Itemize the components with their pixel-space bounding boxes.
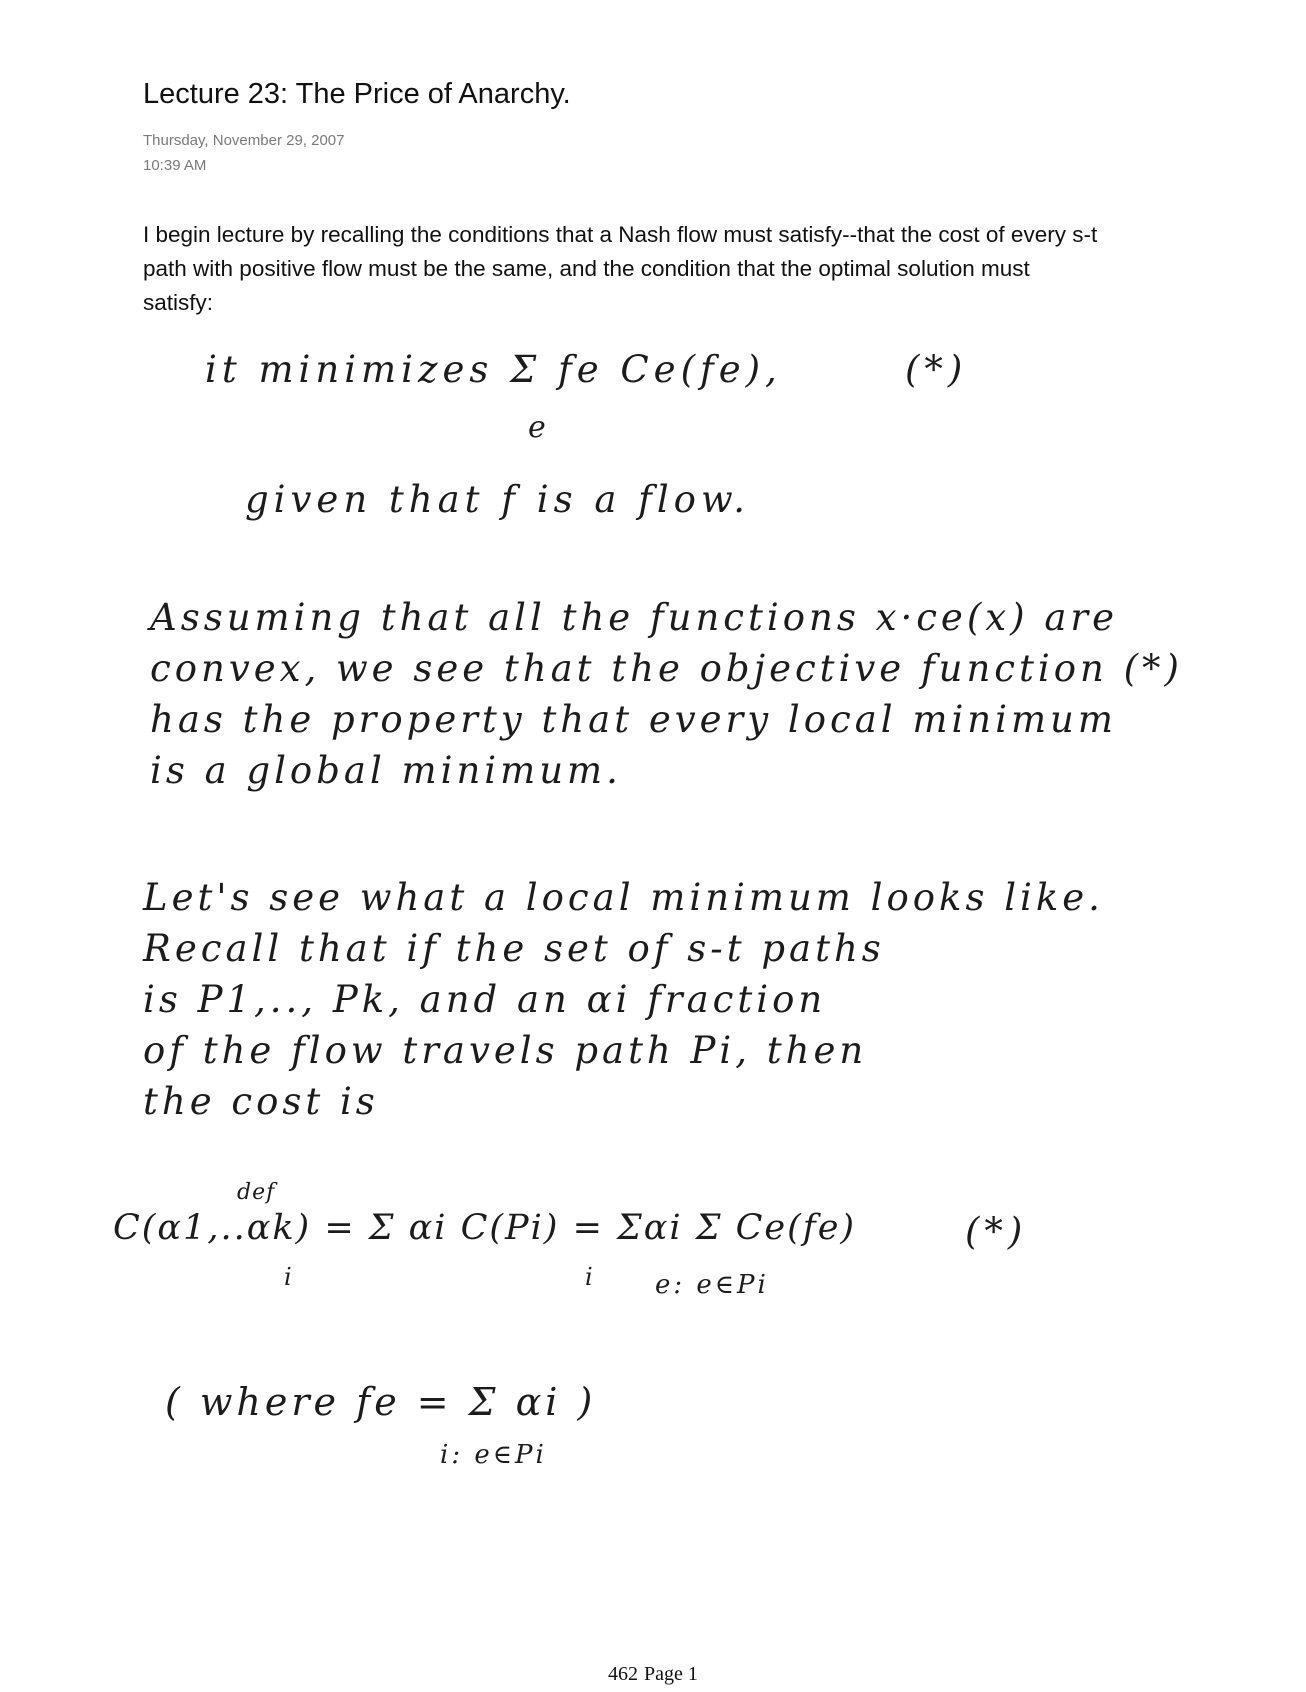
convexity-line: has the property that every local minimum	[150, 698, 1117, 741]
page-number: Page 1	[644, 1663, 698, 1685]
equation-objective-subscript: e	[528, 410, 549, 445]
local-minimum-line: Recall that if the set of s-t paths	[143, 927, 885, 970]
local-minimum-line: of the flow travels path Pi, then	[143, 1029, 868, 1072]
equation-cost: C(α1,..αk) = Σ αi C(Pi) = Σαi Σ Ce(fe)	[113, 1208, 857, 1248]
equation-cost-subscript: i	[284, 1263, 295, 1291]
section-number: 462	[608, 1663, 639, 1685]
equation-objective: it minimizes Σ fe Ce(fe),	[205, 348, 782, 391]
date-label: Thursday, November 29, 2007	[143, 132, 345, 149]
convexity-paragraph	[150, 592, 1183, 796]
equation-cost-subscript: i	[585, 1263, 596, 1291]
local-minimum-paragraph	[143, 872, 1104, 1127]
page-footer	[0, 1663, 1306, 1686]
equation-cost-tag: (*)	[965, 1210, 1028, 1253]
equation-flow-def: ( where fe = Σ αi )	[165, 1380, 597, 1424]
local-minimum-line: is P1,.., Pk, and an αi fraction	[143, 978, 827, 1021]
equation-cost-def-label: def	[237, 1180, 276, 1205]
equation-flow-def-subscript: i: e∈Pi	[440, 1440, 547, 1470]
local-minimum-line: Let's see what a local minimum looks like.	[143, 876, 1104, 919]
convexity-line: is a global minimum.	[150, 749, 622, 792]
flow-constraint: given that f is a flow.	[245, 478, 750, 521]
convexity-line: convex, we see that the objective function (*)	[150, 647, 1183, 690]
local-minimum-line: the cost is	[143, 1080, 379, 1123]
convexity-line: Assuming that all the functions x·ce(x) are	[150, 596, 1118, 639]
timestamp	[143, 128, 345, 178]
time-label: 10:39 AM	[143, 157, 207, 174]
equation-objective-tag: (*)	[905, 348, 968, 391]
page-title: Lecture 23: The Price of Anarchy.	[143, 78, 571, 110]
intro-paragraph: I begin lecture by recalling the conditions that a Nash flow must satisfy--that the cost of every s-t path with positive flow must be the same, and the condition that the optimal solution must satisfy:	[143, 222, 1098, 315]
equation-cost-subscript: e: e∈Pi	[655, 1270, 769, 1300]
